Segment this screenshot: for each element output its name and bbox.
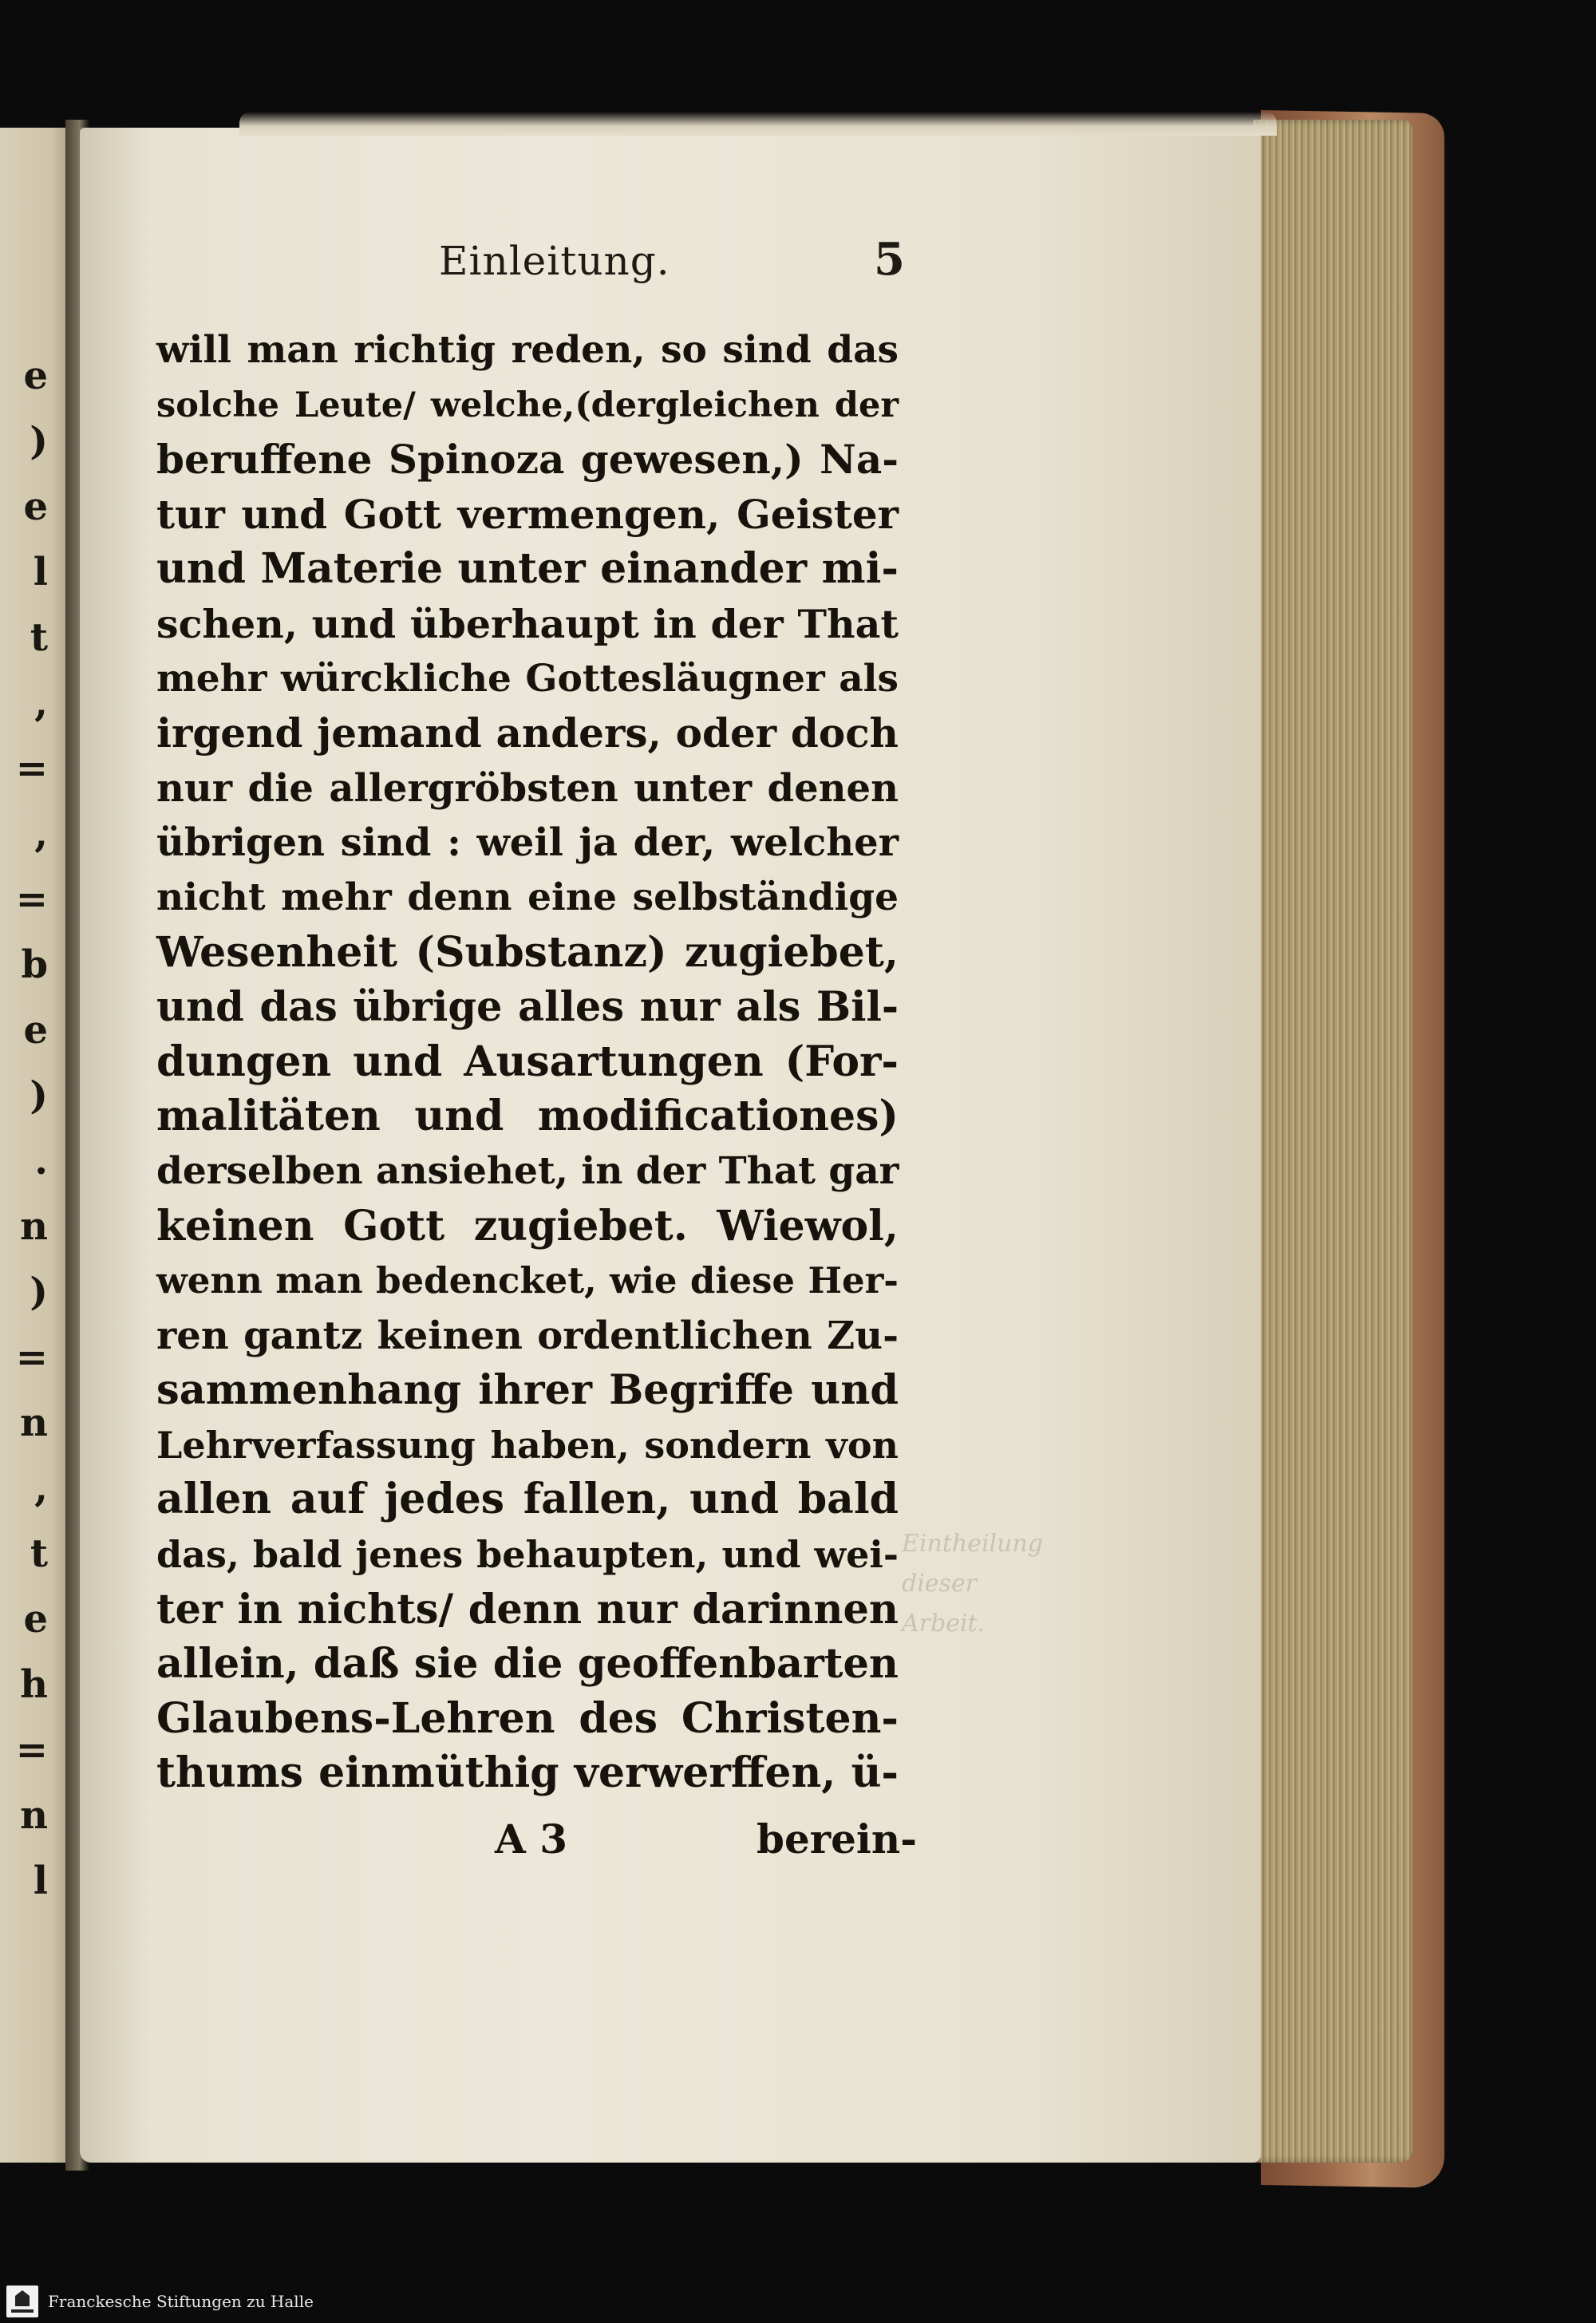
credit-bar: [0, 2281, 1596, 2323]
text-line: dungen und Ausartungen (For-: [156, 1037, 899, 1086]
text-line: derselben ansiehet, in der That gar: [156, 1148, 899, 1193]
text-line: ter in nichts/ denn nur darinnen: [156, 1585, 899, 1634]
text-line: solche Leute/ welche,(dergleichen der: [156, 385, 899, 425]
show-through-text: Eintheilung dieser Arbeit.: [902, 1530, 1043, 1638]
catchword: berein-: [757, 1815, 918, 1863]
text-line: sammenhang ihrer Begriffe und: [156, 1366, 899, 1415]
text-line: ren gantz keinen ordentlichen Zu-: [156, 1313, 899, 1358]
text-line: malitäten und modificationes): [156, 1092, 899, 1141]
text-line: keinen Gott zugiebet. Wiewol,: [156, 1201, 899, 1250]
institution-logo-icon: [6, 2285, 38, 2317]
text-line: beruffene Spinoza gewesen,) Na-: [156, 436, 899, 484]
text-line: Glaubens-Lehren des Christen-: [156, 1693, 899, 1743]
text-line: Lehrverfassung haben, sondern von: [156, 1423, 899, 1467]
text-line: mehr würckliche Gottesläugner als: [156, 656, 899, 701]
text-line: wenn man bedencket, wie diese Her-: [156, 1259, 899, 1302]
text-line: will man richtig reden, so sind das: [156, 328, 899, 372]
body-text: [156, 323, 899, 1801]
text-line: das, bald jenes behaupten, und wei-: [156, 1533, 899, 1577]
text-line: nicht mehr denn eine selbständige: [156, 875, 899, 919]
signature-mark: A 3: [495, 1815, 567, 1863]
credit-text: Franckesche Stiftungen zu Halle: [48, 2292, 314, 2311]
text-line: allein, daß sie die geoffenbarten: [156, 1640, 899, 1689]
running-head: Einleitung.: [439, 238, 670, 284]
page-header: [160, 233, 910, 302]
page-number: 5: [874, 233, 905, 286]
text-line: irgend jemand anders, oder doch: [156, 709, 899, 757]
page-stack-edge: [1253, 120, 1412, 2163]
text-line: nur die allergröbsten unter denen: [156, 765, 899, 811]
text-line: und Materie unter einander mi-: [156, 544, 899, 594]
text-line: und das übrige alles nur als Bil-: [156, 983, 899, 1032]
text-line: schen, und überhaupt in der That: [156, 600, 899, 647]
left-page-text-edge: e ) e l t , = , = b e ) . n ) = n , t e h = n l: [15, 354, 48, 1899]
text-line: tur und Gott vermengen, Geister: [156, 490, 899, 538]
text-line: Wesenheit (Substanz) zugiebet,: [156, 927, 899, 977]
page-footer: [160, 1815, 918, 1879]
text-line: übrigen sind : weil ja der, welcher: [156, 820, 899, 866]
page-top-edge: [239, 112, 1277, 136]
text-line: thums einmüthig verwerffen, ü-: [156, 1748, 899, 1798]
text-line: allen auf jedes fallen, und bald: [156, 1475, 899, 1524]
